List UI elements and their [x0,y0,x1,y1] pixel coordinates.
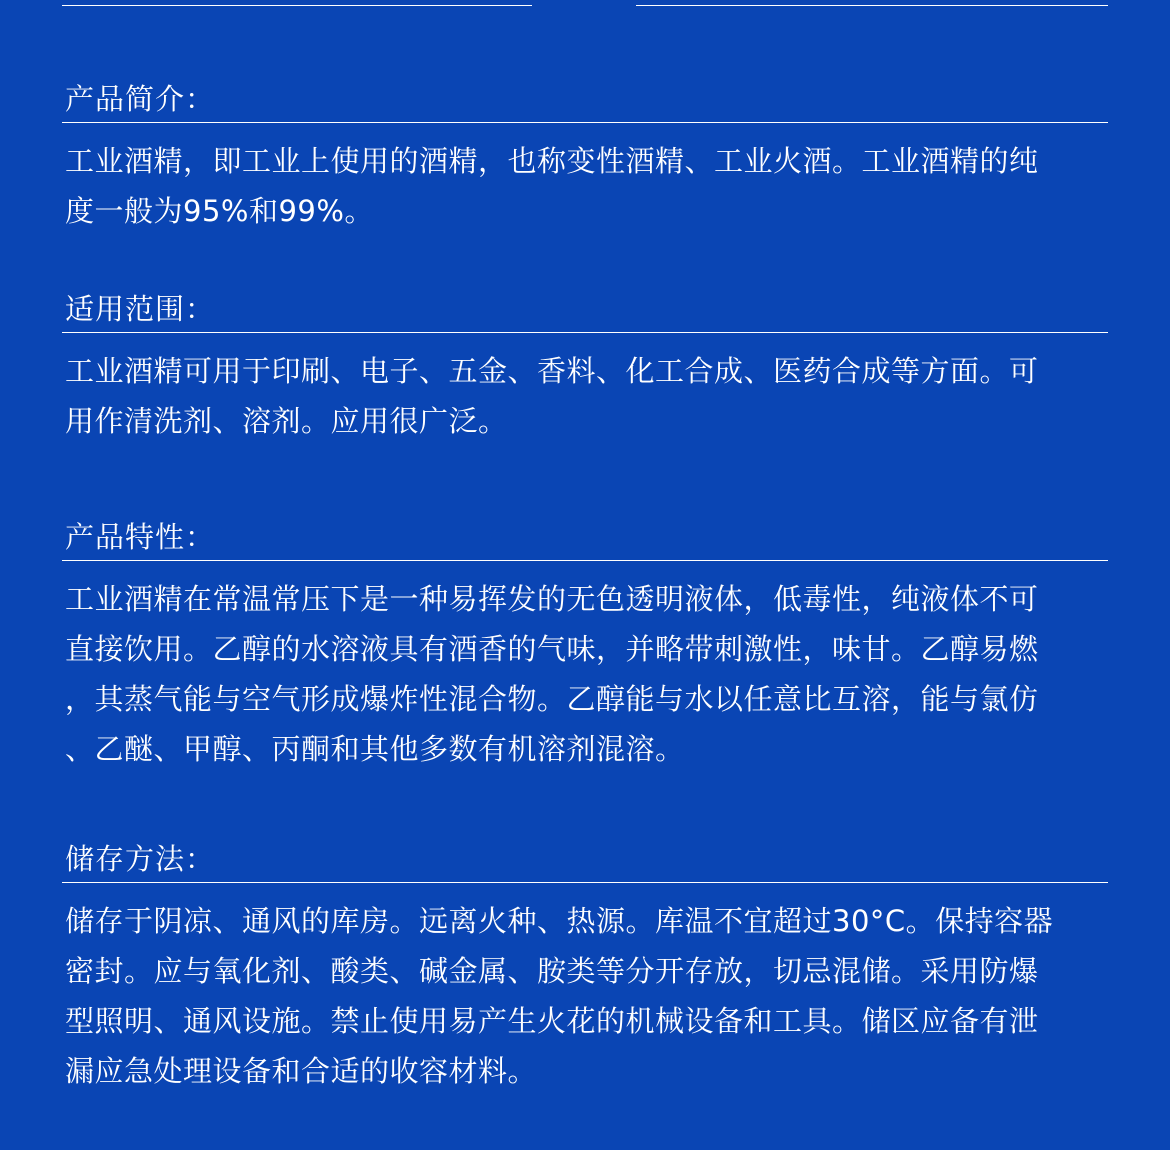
body-line: 直接饮用。乙醇的水溶液具有酒香的气味，并略带刺激性，味甘。乙醇易燃 [65,632,1039,666]
body-line: ，其蒸气能与空气形成爆炸性混合物。乙醇能与水以任意比互溶，能与氯仿 [65,682,1039,716]
body-line: 型照明、通风设施。禁止使用易产生火花的机械设备和工具。储区应备有泄 [65,1004,1039,1038]
section-heading: 储存方法： [65,842,216,876]
body-line: 工业酒精，即工业上使用的酒精，也称变性酒精、工业火酒。工业酒精的纯 [65,144,1039,178]
section-divider [62,560,1108,561]
section-product-intro [62,79,1108,236]
top-divider-right [636,5,1108,6]
section-heading: 产品特性： [65,520,216,554]
body-line: 用作清洗剂、溶剂。应用很广泛。 [65,404,508,438]
body-line: 度一般为95%和99%。 [65,194,374,228]
section-body [62,346,1108,446]
body-line: 工业酒精在常温常压下是一种易挥发的无色透明液体，低毒性，纯液体不可 [65,582,1039,616]
section-body [62,896,1108,1096]
top-divider-left [62,5,532,6]
section-storage-method [62,839,1108,1096]
section-divider [62,332,1108,333]
section-application-scope [62,289,1108,446]
section-heading: 适用范围： [65,292,216,326]
section-body [62,574,1108,774]
section-divider [62,882,1108,883]
body-line: 、乙醚、甲醇、丙酮和其他多数有机溶剂混溶。 [65,732,685,766]
section-heading: 产品简介： [65,82,216,116]
body-line: 密封。应与氧化剂、酸类、碱金属、胺类等分开存放，切忌混储。采用防爆 [65,954,1039,988]
section-body [62,136,1108,236]
body-line: 漏应急处理设备和合适的收容材料。 [65,1054,538,1088]
section-product-properties [62,517,1108,774]
body-line: 工业酒精可用于印刷、电子、五金、香料、化工合成、医药合成等方面。可 [65,354,1039,388]
section-divider [62,122,1108,123]
body-line: 储存于阴凉、通风的库房。远离火种、热源。库温不宜超过30°C。保持容器 [65,904,1054,938]
